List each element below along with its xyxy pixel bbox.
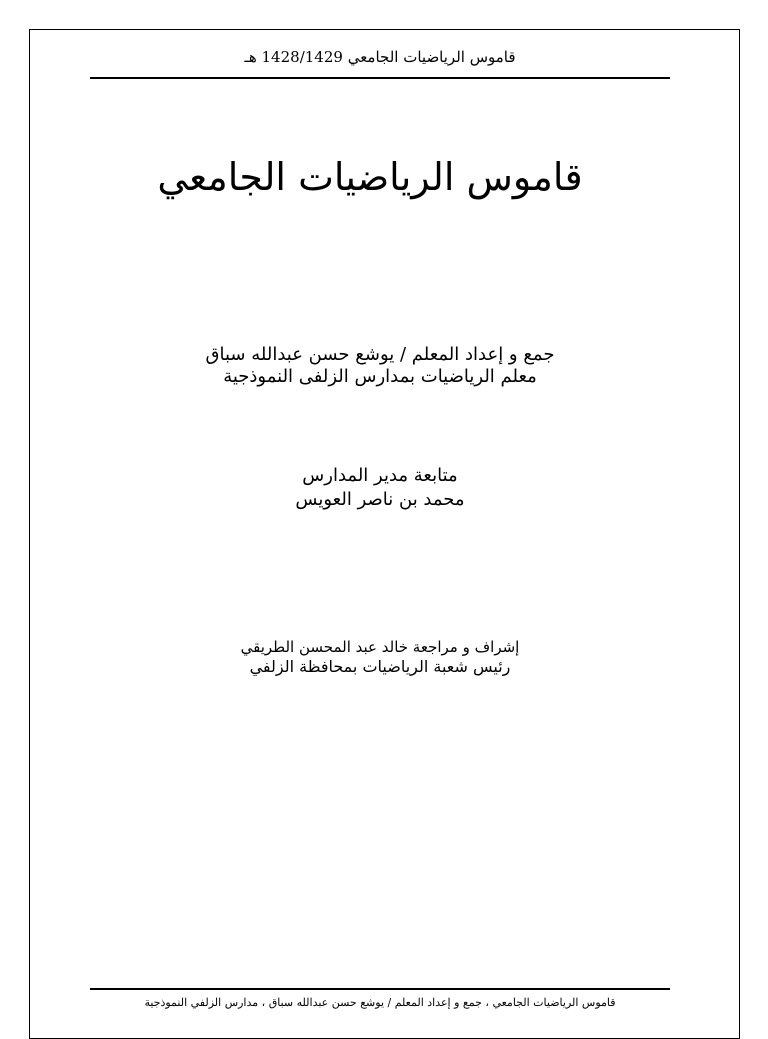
footer-line-1: قاموس الرياضيات الجامعي ، جمع و إعداد المعلم / يوشع حسن عبدالله سباق ، مدارس الزلفي النموذجية <box>144 996 616 1009</box>
header-divider <box>90 77 670 79</box>
running-header: قاموس الرياضيات الجامعي 1428/1429 هـ <box>244 48 516 66</box>
follow-up-title: متابعة مدير المدارس <box>302 465 458 486</box>
author-line: جمع و إعداد المعلم / يوشع حسن عبدالله سباق <box>205 344 555 365</box>
footer-divider <box>90 988 670 990</box>
author-role-line: معلم الرياضيات بمدارس الزلفى النموذجية <box>223 366 537 387</box>
follow-up-block <box>60 464 700 512</box>
document-title: قاموس الرياضيات الجامعي <box>157 155 583 199</box>
supervision-block <box>60 638 700 676</box>
running-footer <box>90 993 670 1013</box>
follow-up-name: محمد بن ناصر العويس <box>295 489 465 510</box>
supervision-line: إشراف و مراجعة خالد عبد المحسن الطريقي <box>240 638 520 656</box>
supervisor-role-line: رئيس شعبة الرياضيات بمحافظة الزلفي <box>249 657 511 676</box>
author-block <box>60 344 700 388</box>
